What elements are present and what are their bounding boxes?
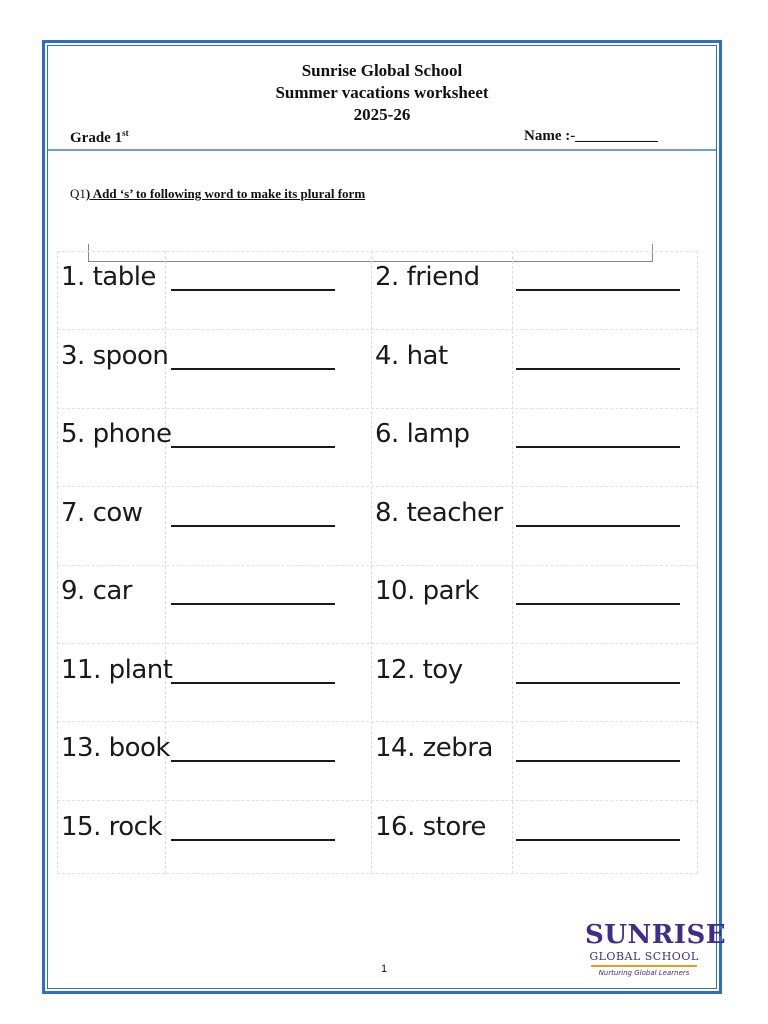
grid-line [371,251,372,874]
grid-line [57,721,698,722]
answer-blank[interactable] [516,839,680,841]
question-text: ) Add ‘s’ to following word to make its plural form [85,186,366,201]
answer-blank[interactable] [171,603,335,605]
grid-line [57,873,698,874]
answer-blank[interactable] [516,760,680,762]
answer-blank[interactable] [171,289,335,291]
grid-line [57,408,698,409]
word-item: 13. book [61,733,170,763]
word-item: 4. hat [375,340,448,371]
word-item: 1. table [61,262,156,292]
answer-blank[interactable] [516,525,680,527]
word-item: 9. car [61,576,132,606]
answer-blank[interactable] [516,289,680,291]
word-item: 7. cow [61,497,143,528]
word-item: 6. lamp [375,419,470,449]
logo-subtitle: GLOBAL SCHOOL [589,950,699,963]
answer-blank[interactable] [516,603,680,605]
school-name: Sunrise Global School [301,61,463,80]
grid-line [57,565,698,566]
grade-label [70,128,129,147]
word-item: 5. phone [61,419,172,449]
grid-line [57,251,58,874]
word-item: 15. rock [61,811,162,842]
answer-blank[interactable] [171,682,335,684]
grade-text: Grade 1 [70,130,123,146]
grid-line [512,251,513,874]
grid-line [57,486,698,487]
word-item: 8. teacher [375,497,503,528]
word-item: 2. friend [375,262,480,292]
academic-year: 2025-26 [353,105,411,124]
question-1 [70,186,365,202]
word-item: 16. store [375,811,486,842]
name-field-label: Name :-___________ [524,128,658,144]
logo-wordmark: SUNRISE [585,920,727,950]
word-item: 3. spoon [61,340,169,371]
word-item: 10. park [375,576,479,606]
answer-blank[interactable] [171,525,335,527]
answer-blank[interactable] [171,839,335,841]
grid-line [57,800,698,801]
word-item: 11. plant [61,654,173,685]
grid-line [57,329,698,330]
answer-blank[interactable] [171,446,335,448]
answer-blank[interactable] [516,446,680,448]
worksheet-title: Summer vacations worksheet [275,83,489,102]
grid-line [697,251,698,874]
grade-superscript: st [122,128,129,138]
answer-blank[interactable] [516,368,680,370]
word-item: 14. zebra [375,733,493,763]
grid-line [57,643,698,644]
grid-line [57,251,698,252]
page-number: 1 [380,963,388,975]
worksheet-header [48,60,716,126]
logo-tagline: Nurturing Global Learners [598,969,690,977]
answer-blank[interactable] [516,682,680,684]
answer-blank[interactable] [171,760,335,762]
answer-blank[interactable] [171,368,335,370]
word-item: 12. toy [375,654,463,685]
question-number: Q1 [70,186,86,201]
header-divider [48,149,716,151]
